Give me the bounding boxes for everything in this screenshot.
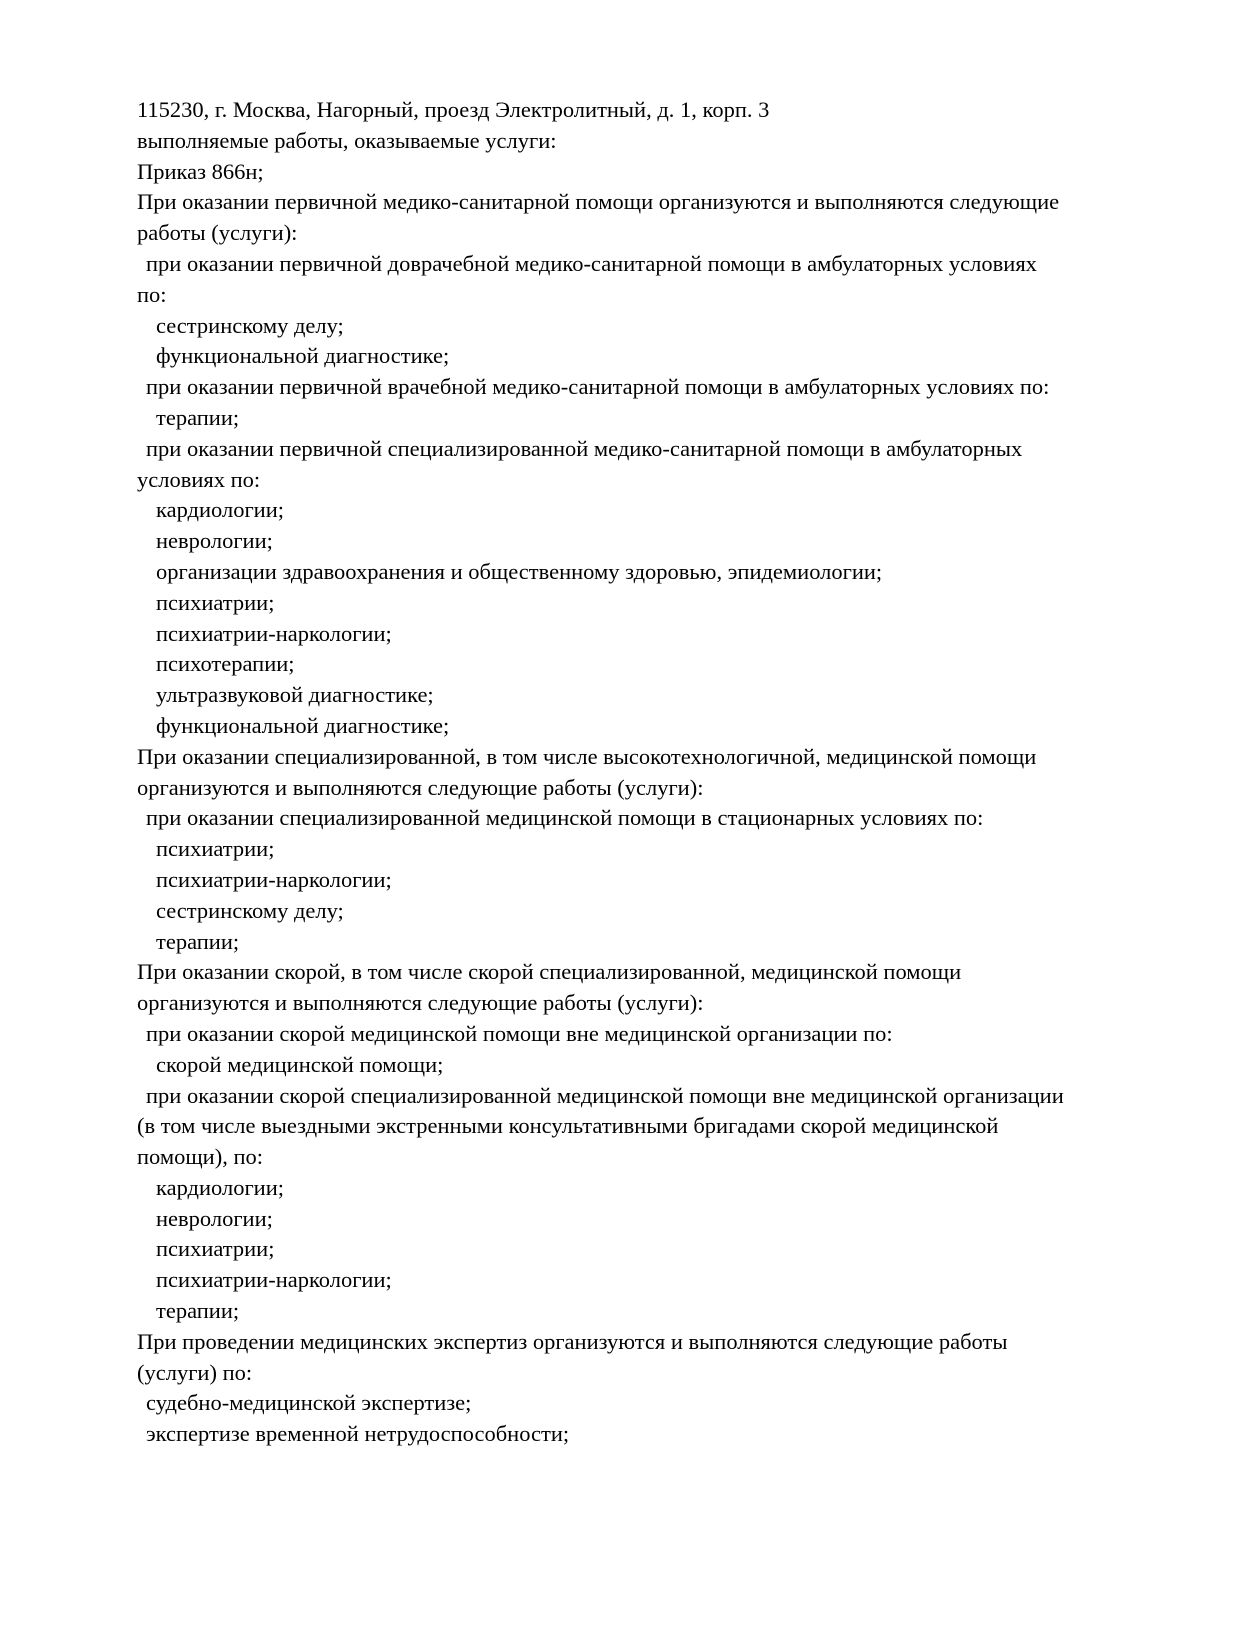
document-line: психиатрии; (156, 589, 275, 615)
document-line: помощи), по: (137, 1144, 264, 1170)
document-line: (услуги) по: (137, 1359, 253, 1385)
document-line: организуются и выполняются следующие работы (услуги): (137, 774, 704, 800)
document-line: психотерапии; (156, 651, 295, 677)
document-line: при оказании первичной доврачебной медико-санитарной помощи в амбулаторных условиях (146, 250, 1037, 276)
document-line: Приказ 866н; (137, 158, 264, 184)
document-body (137, 95, 1210, 1450)
document-line: при оказании первичной специализированной медико-санитарной помощи в амбулаторных (146, 435, 1023, 461)
document-line: при оказании первичной врачебной медико-санитарной помощи в амбулаторных условиях по: (146, 374, 1050, 400)
document-line: при оказании скорой специализированной медицинской помощи вне медицинской организации (146, 1082, 1064, 1108)
document-line: психиатрии; (156, 1236, 275, 1262)
document-line: При оказании первичной медико-санитарной помощи организуются и выполняются следующие (137, 189, 1060, 215)
document-line: организации здравоохранения и общественному здоровью, эпидемиологии; (156, 558, 883, 584)
document-line: по: (137, 281, 167, 307)
document-line: психиатрии-наркологии; (156, 866, 392, 892)
document-line: терапии; (156, 928, 240, 954)
document-line: психиатрии-наркологии; (156, 620, 392, 646)
document-line: при оказании скорой медицинской помощи вне медицинской организации по: (146, 1020, 893, 1046)
document-line: судебно-медицинской экспертизе; (146, 1390, 472, 1416)
document-line: При проведении медицинских экспертиз организуются и выполняются следующие работы (137, 1328, 1008, 1354)
document-line: 115230, г. Москва, Нагорный, проезд Электролитный, д. 1, корп. 3 (137, 97, 770, 122)
document-line: психиатрии-наркологии; (156, 1267, 392, 1293)
document-line: функциональной диагностике; (156, 343, 450, 369)
document-line: функциональной диагностике; (156, 712, 450, 738)
document-line: При оказании специализированной, в том числе высокотехнологичной, медицинской помощи (137, 743, 1037, 769)
document-line: неврологии; (156, 1205, 273, 1231)
document-line: выполняемые работы, оказываемые услуги: (137, 127, 557, 153)
document-line: кардиологии; (156, 497, 285, 523)
document-line: скорой медицинской помощи; (156, 1051, 444, 1077)
document-line: неврологии; (156, 528, 273, 554)
document-line: ультразвуковой диагностике; (156, 682, 434, 708)
document-line: экспертизе временной нетрудоспособности; (146, 1421, 570, 1447)
document-line: при оказании специализированной медицинской помощи в стационарных условиях по: (146, 805, 984, 831)
document-line: терапии; (156, 404, 240, 430)
document-line: организуются и выполняются следующие работы (услуги): (137, 990, 704, 1016)
document-line: При оказании скорой, в том числе скорой специализированной, медицинской помощи (137, 959, 962, 985)
document-line: сестринскому делу; (156, 312, 344, 338)
document-line: кардиологии; (156, 1174, 285, 1200)
document-line: сестринскому делу; (156, 897, 344, 923)
document-line: психиатрии; (156, 836, 275, 862)
document-line: (в том числе выездными экстренными консультативными бригадами скорой медицинской (137, 1113, 999, 1139)
document-line: терапии; (156, 1298, 240, 1324)
document-line: условиях по: (137, 466, 261, 492)
document-line: работы (услуги): (137, 220, 298, 246)
